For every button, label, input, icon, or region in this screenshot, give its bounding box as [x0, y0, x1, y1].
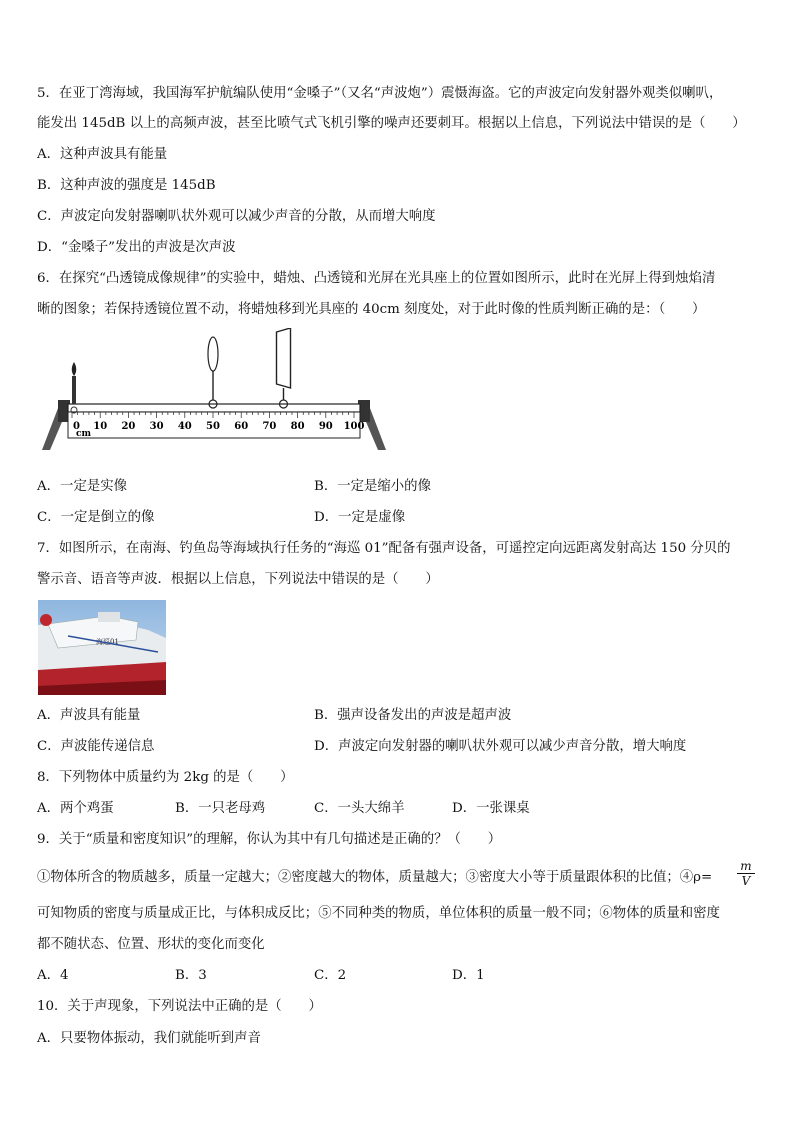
q8-option-d: D．一张课桌: [452, 801, 530, 816]
q10-stem: 10．关于声现象，下列说法中正确的是（ ）: [37, 999, 322, 1014]
fraction-denominator: V: [737, 873, 755, 888]
q5-stem-line1: 5．在亚丁湾海域，我国海军护航编队使用“金嗓子”（又名“声波炮”）震慑海盗。它的声波定向发射器外观类似喇叭，: [37, 86, 723, 101]
q8-stem: 8．下列物体中质量约为 2kg 的是（ ）: [37, 770, 294, 785]
convex-lens: [208, 337, 218, 408]
ruler-unit-label: cm: [76, 429, 92, 439]
q5-option-a: A．这种声波具有能量: [37, 147, 168, 162]
light-screen: [277, 328, 291, 408]
fraction-numerator: m: [740, 859, 752, 873]
q9-statement-line2: 可知物质的密度与质量成正比，与体积成反比；⑤不同种类的物质，单位体积的质量一般不同；⑥物体的质量和密度: [37, 906, 720, 921]
ruler-label: 70: [262, 421, 277, 432]
q7-stem-line2: 警示音、语音等声波．根据以上信息，下列说法中错误的是（ ）: [37, 572, 439, 587]
q8-option-b: B．一只老母鸡: [175, 801, 266, 816]
ruler-label: 90: [318, 421, 333, 432]
q9-statement-line3: 都不随状态、位置、形状的变化而变化: [37, 937, 265, 952]
ruler-label: 30: [149, 421, 164, 432]
q6-option-d: D．一定是虚像: [314, 510, 406, 525]
density-fraction: [737, 859, 755, 888]
ruler-label: 0: [73, 421, 80, 432]
q7-option-c: C．声波能传递信息: [37, 739, 155, 754]
q10-option-a: A．只要物体振动，我们就能听到声音: [37, 1031, 261, 1046]
q9-statement-line1: ①物体所含的物质越多，质量一定越大；②密度越大的物体，质量越大；③密度大小等于质量跟体积的比值；④ρ=: [37, 870, 713, 885]
q6-option-c: C．一定是倒立的像: [37, 510, 155, 525]
q7-option-d: D．声波定向发射器的喇叭状外观可以减少声音分散，增大响度: [314, 739, 687, 754]
patrol-ship-photo: [38, 600, 166, 695]
q6-stem-line1: 6．在探究“凸透镜成像规律”的实验中，蜡烛、凸透镜和光屏在光具座上的位置如图所示，此时在光屏上得到烛焰清: [37, 271, 716, 286]
ruler-label: 40: [177, 421, 192, 432]
q9-stem: 9．关于“质量和密度知识”的理解，你认为其中有几句描述是正确的？（ ）: [37, 832, 502, 847]
ruler-label: 80: [290, 421, 305, 432]
q7-option-a: A．声波具有能量: [37, 708, 141, 723]
q8-option-a: A．两个鸡蛋: [37, 801, 114, 816]
q5-option-b: B．这种声波的强度是 145dB: [37, 178, 216, 193]
q6-option-b: B．一定是缩小的像: [314, 479, 431, 494]
ruler-label: 100: [343, 421, 365, 432]
q9-option-c: C．2: [314, 968, 347, 983]
ruler-label: 60: [234, 421, 249, 432]
ruler-label: 10: [93, 421, 108, 432]
q9-option-a: A．4: [37, 968, 69, 983]
optical-bench-figure: [40, 328, 390, 458]
q6-option-a: A．一定是实像: [37, 479, 128, 494]
ruler-label: 50: [206, 421, 220, 432]
q5-option-c: C．声波定向发射器喇叭状外观可以减少声音的分散，从而增大响度: [37, 209, 436, 224]
ruler-label: 20: [121, 421, 136, 432]
q5-stem-line2: 能发出 145dB 以上的高频声波，甚至比喷气式飞机引擎的噪声还要刺耳。根据以上信息，下列说法中错误的是（ ）: [37, 116, 746, 131]
q5-option-d: D．“金嗓子”发出的声波是次声波: [37, 240, 236, 255]
q7-stem-line1: 7．如图所示，在南海、钓鱼岛等海域执行任务的“海巡 01”配备有强声设备，可遥控定向远距离发射高达 150 分贝的: [37, 541, 731, 556]
q6-stem-line2: 晰的图象；若保持透镜位置不动，将蜡烛移到光具座的 40cm 刻度处，对于此时像的性质判断正确的是：（ ）: [37, 302, 706, 317]
ship-hull-text: 海巡01: [96, 638, 119, 646]
q9-option-d: D．1: [452, 968, 485, 983]
q7-option-b: B．强声设备发出的声波是超声波: [314, 708, 512, 723]
q9-option-b: B．3: [175, 968, 207, 983]
q8-option-c: C．一头大绵羊: [314, 801, 405, 816]
